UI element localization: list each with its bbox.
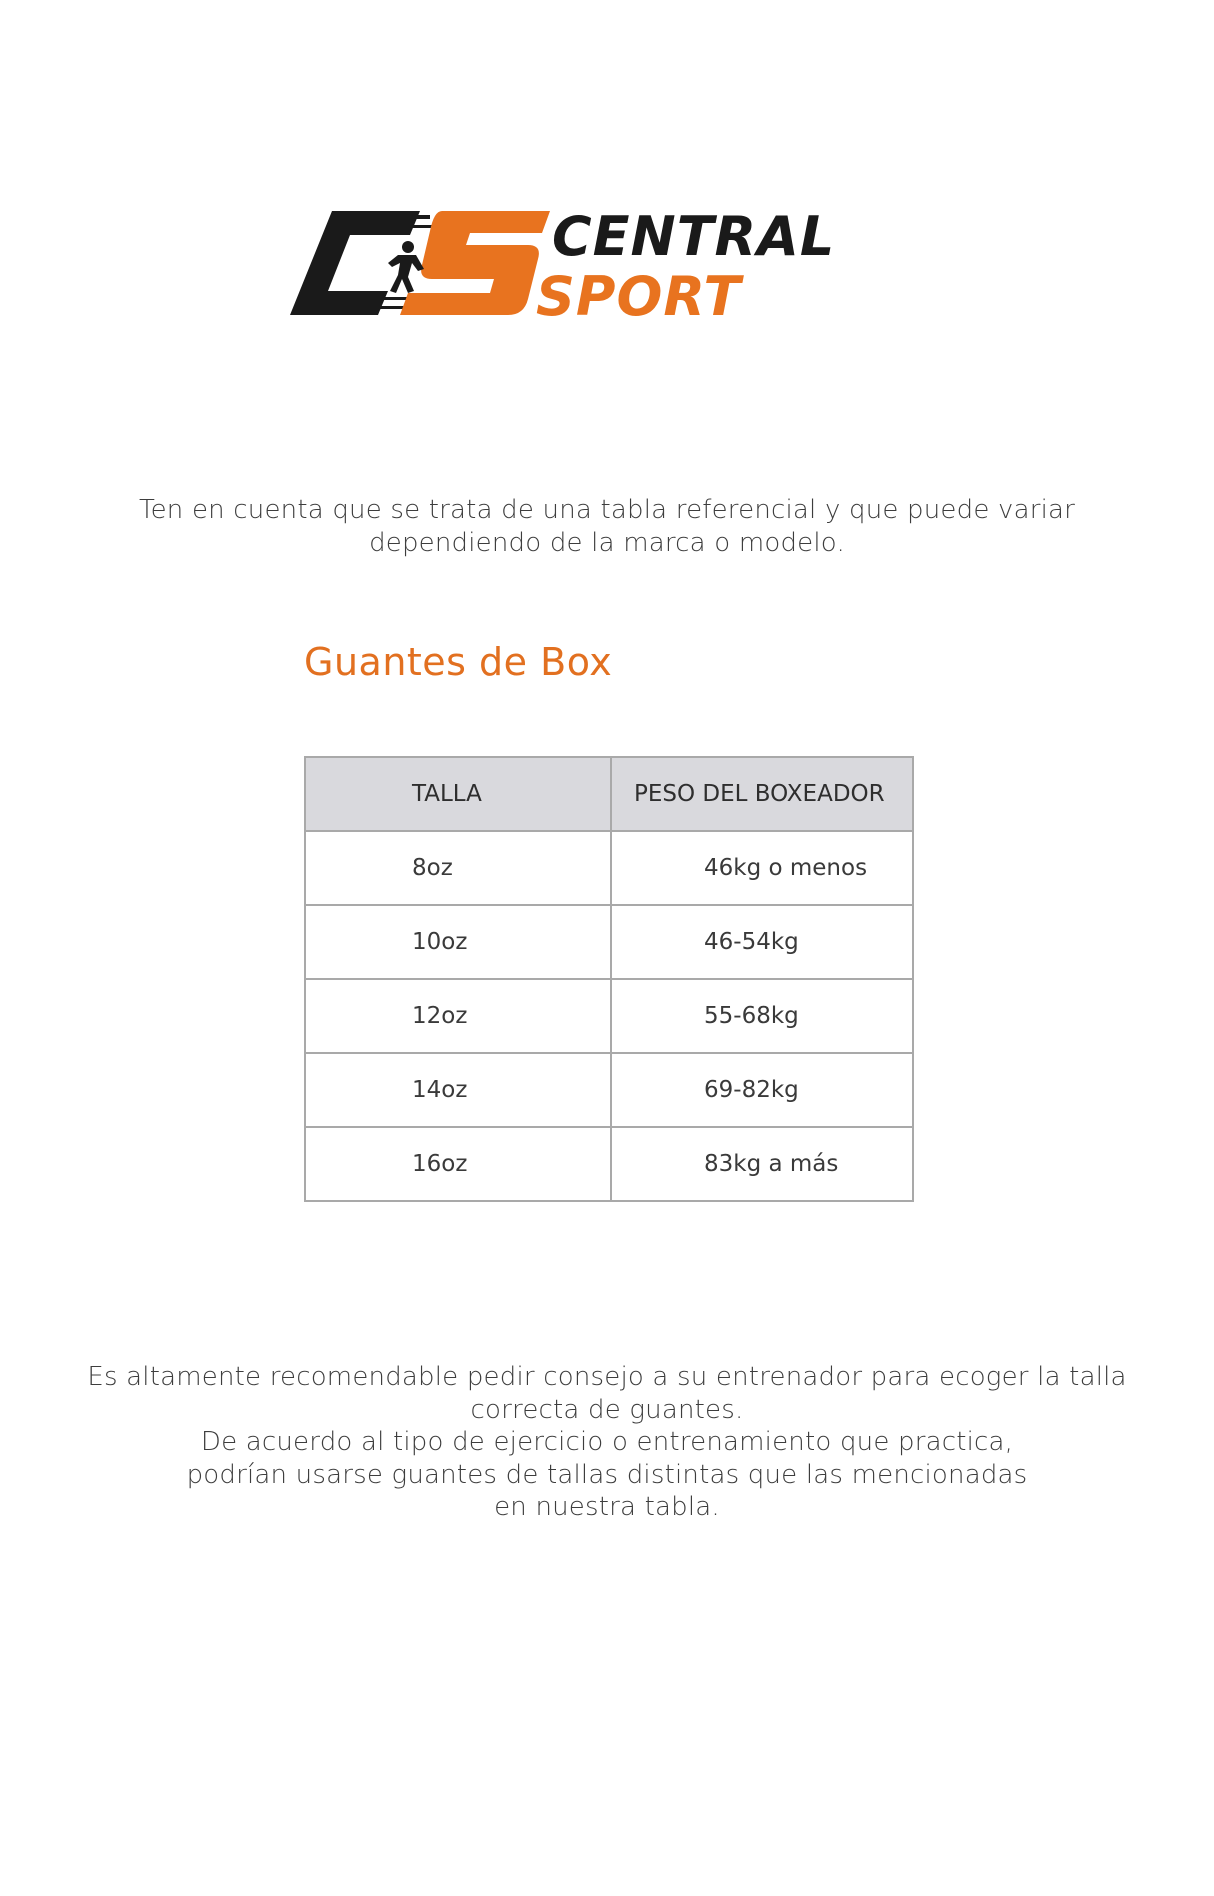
- cell-talla: 16oz: [305, 1127, 611, 1201]
- table-row: [305, 1127, 913, 1201]
- footer-line: en nuestra tabla.: [494, 1492, 720, 1522]
- table-row: [305, 831, 913, 905]
- header-peso: PESO DEL BOXEADOR: [611, 757, 913, 831]
- cell-peso: 46-54kg: [611, 905, 913, 979]
- table-header-row: [305, 757, 913, 831]
- cell-talla: 12oz: [305, 979, 611, 1053]
- footer-line: podrían usarse guantes de tallas distintas que las mencionadas: [186, 1459, 1028, 1490]
- intro-line: Ten en cuenta que se trata de una tabla referencial y que puede variar: [138, 495, 1076, 525]
- logo-central-text: CENTRAL: [552, 205, 836, 268]
- intro-note: [0, 494, 1214, 560]
- cell-peso: 46kg o menos: [611, 831, 913, 905]
- cell-talla: 14oz: [305, 1053, 611, 1127]
- section-title: Guantes de Box: [304, 640, 613, 684]
- cell-peso: 83kg a más: [611, 1127, 913, 1201]
- table-row: [305, 1053, 913, 1127]
- logo-fighter-icon: [388, 241, 424, 293]
- footer-line: Es altamente recomendable pedir consejo a su entrenador para ecoger la talla: [87, 1362, 1127, 1392]
- cell-peso: 69-82kg: [611, 1053, 913, 1127]
- footer-line: correcta de guantes.: [470, 1394, 744, 1425]
- brand-logo: [280, 205, 940, 325]
- table-row: [305, 979, 913, 1053]
- footer-line: De acuerdo al tipo de ejercicio o entrenamiento que practica,: [200, 1427, 1014, 1457]
- cell-peso: 55-68kg: [611, 979, 913, 1053]
- footer-note: [0, 1361, 1214, 1524]
- cell-talla: 8oz: [305, 831, 611, 905]
- cell-talla: 10oz: [305, 905, 611, 979]
- intro-line: dependiendo de la marca o modelo.: [369, 528, 845, 558]
- header-talla: TALLA: [305, 757, 611, 831]
- table-row: [305, 905, 913, 979]
- logo-sport-text: SPORT: [536, 265, 742, 325]
- size-table: [304, 756, 914, 1202]
